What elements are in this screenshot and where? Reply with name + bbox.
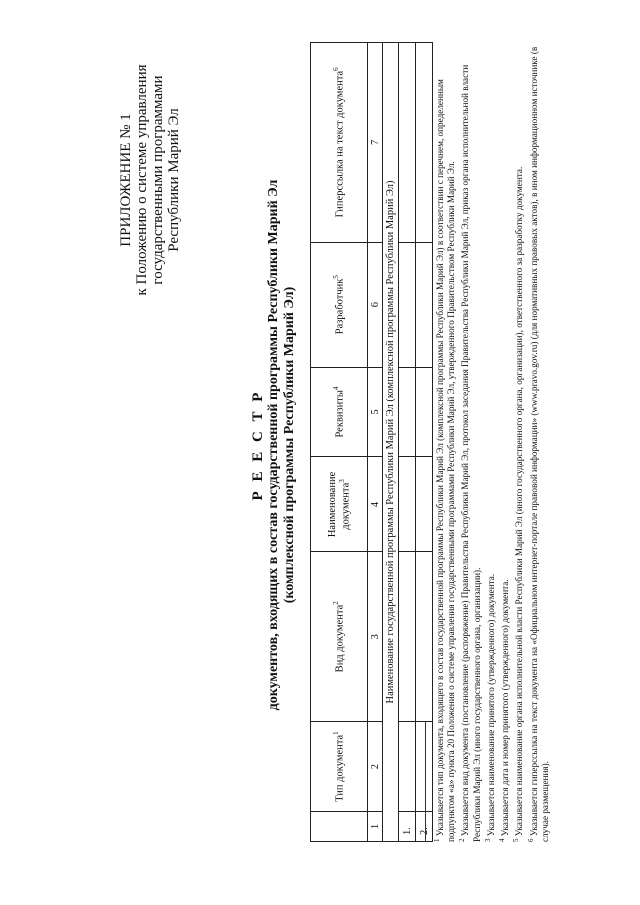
appendix-line: государственными программами [150,75,166,285]
header-cell: Разработчик$^5$ [311,242,368,367]
appendix-line: Республики Марий Эл [166,108,182,252]
program-name-cell: Наименование государственной программы Республики Марий Эл (комплексной программы Республики Марий Эл) [383,43,399,842]
table-cell [399,552,416,722]
column-number: 4 [368,457,383,552]
title-line: документов, входящих в состав государственной программы Республики Марий Эл [266,179,281,711]
header-cell-empty [311,812,368,842]
footnote-separator [425,722,426,842]
table-cell [416,722,433,812]
appendix-line: ПРИЛОЖЕНИЕ № 1 [118,113,134,247]
table-cell [399,457,416,552]
footnote: $^3$ Указывается наименование принятого (утвержденного) документа. [483,573,496,842]
table-cell [416,552,433,722]
header-cell: Тип документа$^1$ [311,722,368,812]
table-cell [399,242,416,367]
table-row [416,43,433,842]
footnote: $^4$ Указывается дата и номер принятого (утвержденного) документа. [498,579,511,842]
registry-table [310,42,433,842]
footnotes [432,42,551,842]
footnote: $^2$ Указывается вид документа (постановление (распоряжение) Правительства Республики Марий Эл, протокол заседания Правительства Республики Марий Эл, приказ органа исполнительной власти Республики Марий Эл (иного государственного органа, организации). [458,64,482,842]
row-number: 2. [416,812,433,842]
table-row [399,43,416,842]
title-line: (комплексной программы Республики Марий Эл) [282,286,297,604]
footnote: $^5$ Указывается наименование органа исполнительной власти Республики Марий Эл (иного государственного органа, организации), ответственного за разработку документа. [512,166,525,842]
column-number: 3 [368,552,383,722]
table-cell [416,457,433,552]
column-number: 5 [368,367,383,457]
row-number: 1. [399,812,416,842]
program-name-row [383,43,399,842]
table-cell [399,367,416,457]
appendix-heading [118,20,182,340]
header-cell: Вид документа$^2$ [311,552,368,722]
table-cell [416,367,433,457]
column-number: 2 [368,722,383,812]
column-number-row [368,43,383,842]
header-cell: Гиперссылка на текст документа$^6$ [311,43,368,243]
document-title [250,55,298,835]
table-cell [416,242,433,367]
table-cell [399,722,416,812]
table-header-row [311,43,368,842]
column-number: 7 [368,43,383,243]
appendix-line: к Положению о системе управления [134,64,150,296]
column-number: 1 [368,812,383,842]
header-cell: Наименование документа$^3$ [311,457,368,552]
table-cell [416,43,433,243]
table-cell [399,43,416,243]
footnote: $^6$ Указывается гиперссылка на текст документа на «Официальном интернет-портале правовой информации» (www.pravo.gov.ru) (для нормативных правовых актов), в ином информационном источнике (в случае размещения). [526,46,550,842]
header-cell: Реквизиты$^4$ [311,367,368,457]
footnote: $^1$ Указывается тип документа, входящего в состав государственной программы Республики Марий Эл (комплексной программы Республики Марий Эл) в соответствии с перечнем, определенным подпунктом «а» пункта 20 Положения о системе управления государственными программами Республики Марий Эл, утвержденного Правительством Республики Марий Эл. [433,79,457,842]
title-reestr: Р Е Е С Т Р [250,389,266,501]
column-number: 6 [368,242,383,367]
